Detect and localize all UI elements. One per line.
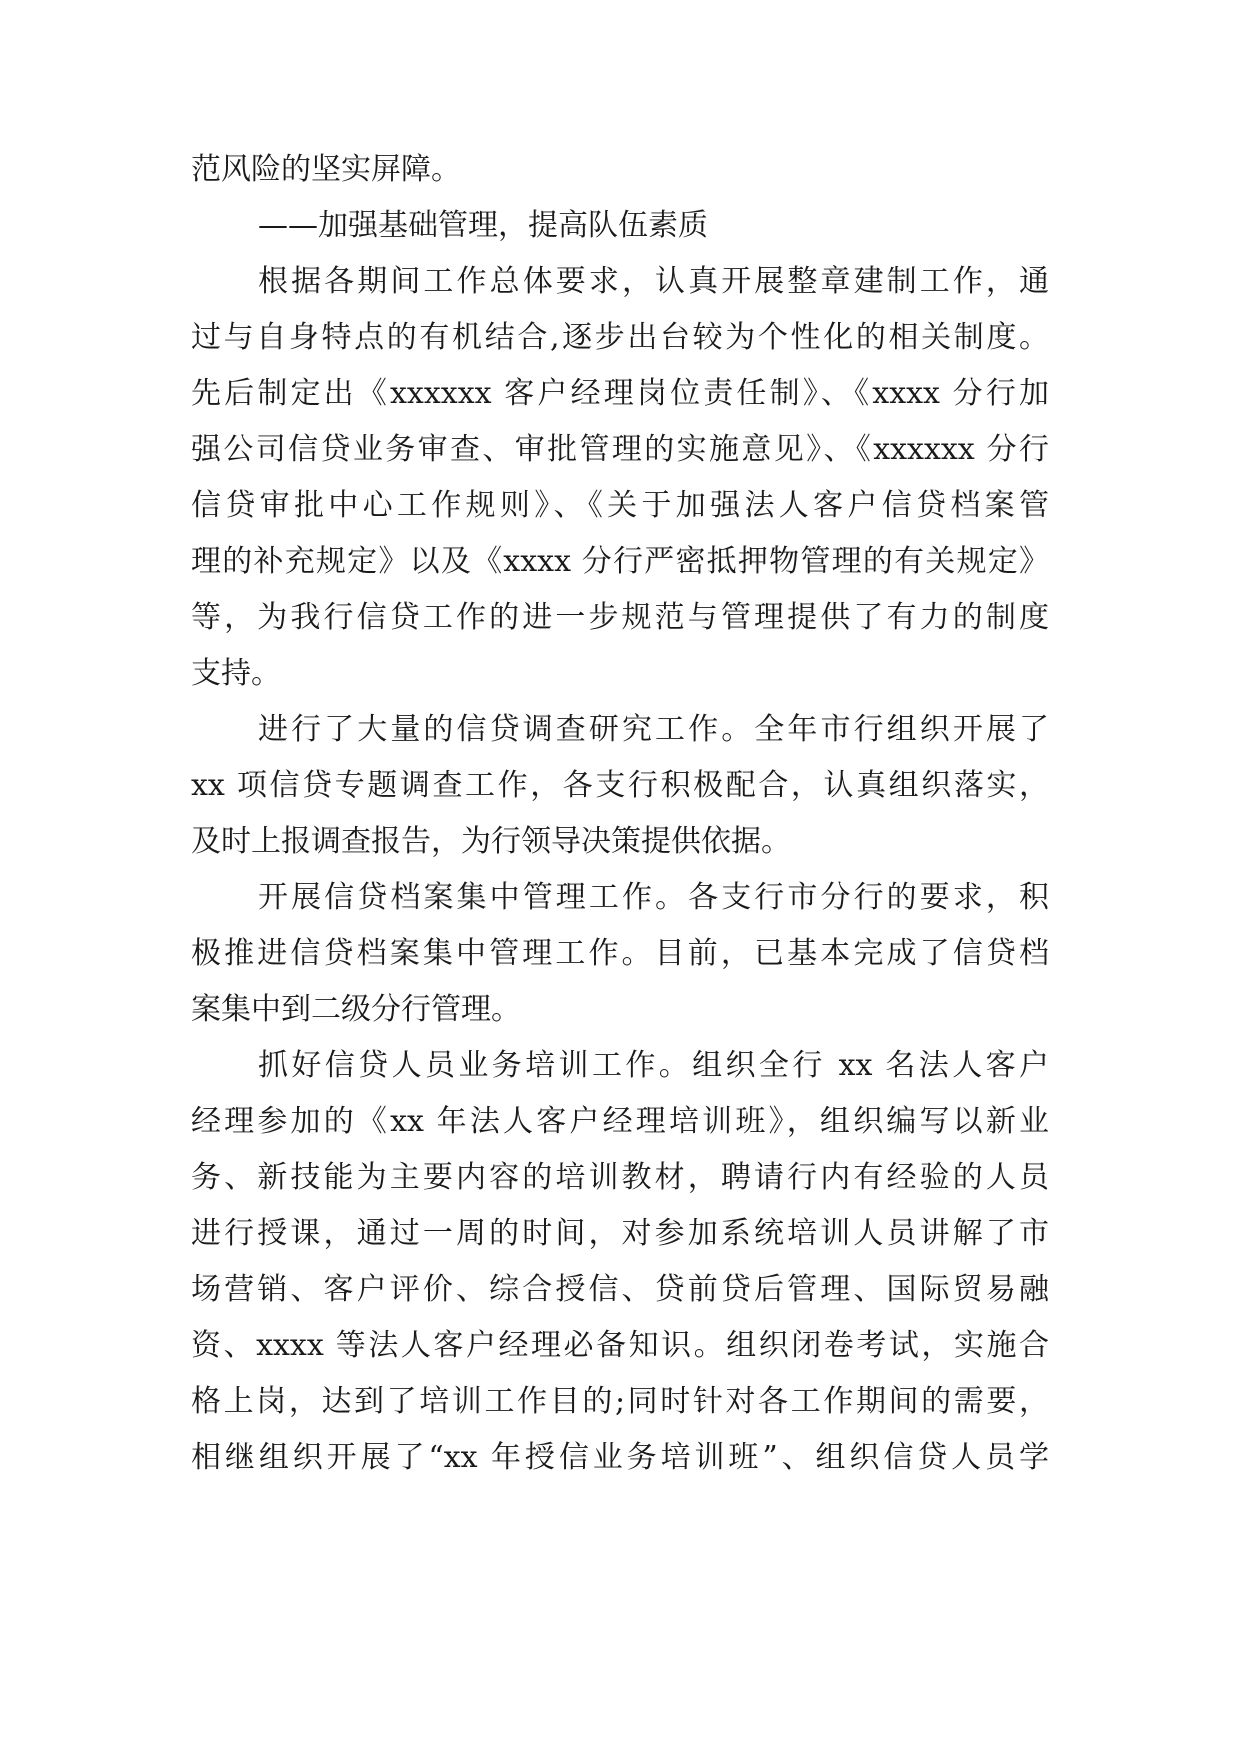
- text-line: 场营销、客户评价、综合授信、贷前贷后管理、国际贸易融: [191, 1272, 1049, 1307]
- text-line: 进行了大量的信贷调查研究工作。全年市行组织开展了: [258, 712, 1049, 747]
- text-line: 极推进信贷档案集中管理工作。目前，已基本完成了信贷档: [191, 936, 1049, 971]
- text-line: 根据各期间工作总体要求，认真开展整章建制工作，通: [258, 264, 1049, 299]
- text-line: 相继组织开展了“xx 年授信业务培训班”、组织信贷人员学: [191, 1440, 1049, 1475]
- text-line: 进行授课，通过一周的时间，对参加系统培训人员讲解了市: [191, 1216, 1049, 1251]
- text-line: 信贷审批中心工作规则》、《关于加强法人客户信贷档案管: [191, 488, 1049, 523]
- text-line: xx 项信贷专题调查工作，各支行积极配合，认真组织落实，: [191, 768, 1049, 803]
- text-line: 先后制定出《xxxxxx 客户经理岗位责任制》、《xxxx 分行加: [191, 376, 1049, 411]
- text-line: 抓好信贷人员业务培训工作。组织全行 xx 名法人客户: [258, 1048, 1049, 1083]
- text-line: 务、新技能为主要内容的培训教材，聘请行内有经验的人员: [191, 1160, 1049, 1195]
- text-line: 强公司信贷业务审查、审批管理的实施意见》、《xxxxxx 分行: [191, 432, 1049, 467]
- text-line: 支持。: [191, 656, 281, 691]
- text-line: 案集中到二级分行管理。: [191, 992, 521, 1027]
- text-line: 经理参加的《xx 年法人客户经理培训班》，组织编写以新业: [191, 1104, 1049, 1139]
- text-line: 格上岗，达到了培训工作目的;同时针对各工作期间的需要，: [191, 1384, 1049, 1419]
- text-line: 及时上报调查报告，为行领导决策提供依据。: [191, 824, 791, 859]
- text-line: 等，为我行信贷工作的进一步规范与管理提供了有力的制度: [191, 600, 1049, 635]
- text-line: 过与自身特点的有机结合,逐步出台较为个性化的相关制度。: [191, 320, 1049, 355]
- section-heading: ——加强基础管理，提高队伍素质: [258, 208, 708, 243]
- text-line: 理的补充规定》以及《xxxx 分行严密抵押物管理的有关规定》: [191, 544, 1049, 579]
- text-line: 资、xxxx 等法人客户经理必备知识。组织闭卷考试，实施合: [191, 1328, 1049, 1363]
- text-line: 范风险的坚实屏障。: [191, 152, 461, 187]
- text-line: 开展信贷档案集中管理工作。各支行市分行的要求，积: [258, 880, 1049, 915]
